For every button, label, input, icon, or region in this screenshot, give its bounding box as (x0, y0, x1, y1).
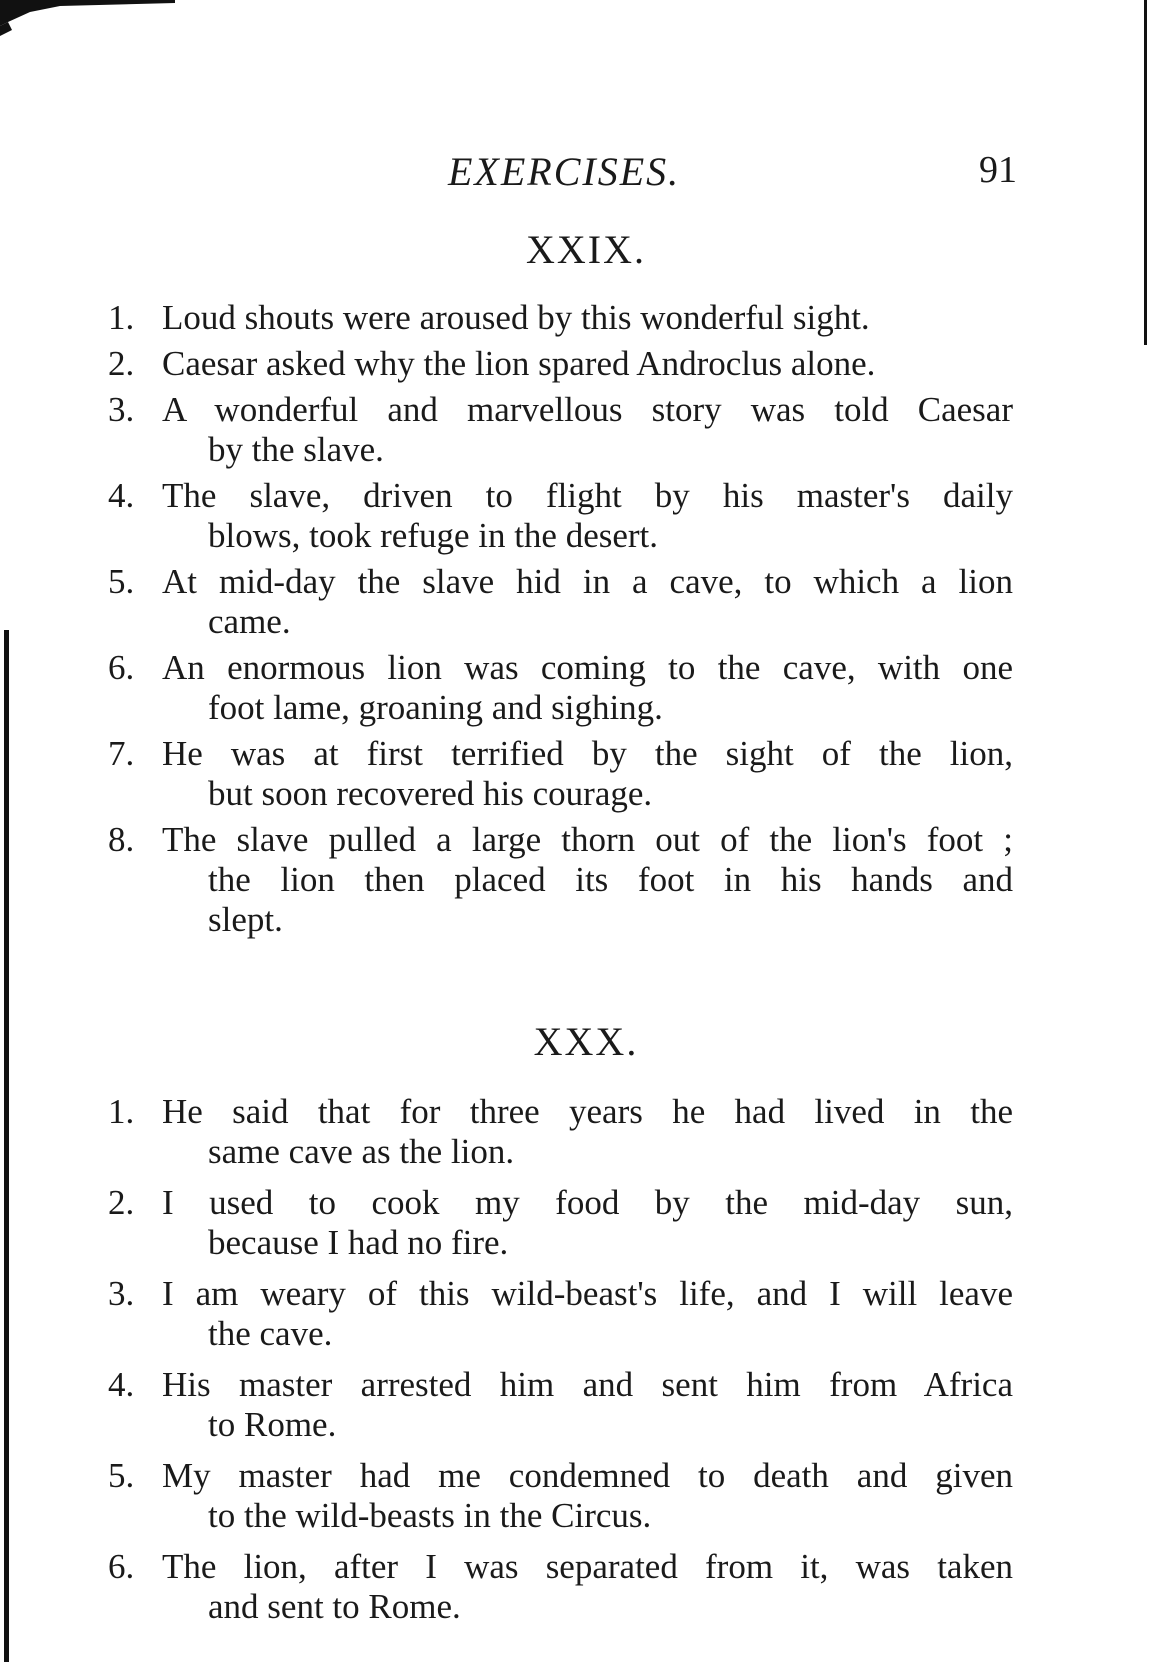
exercise-number: 4. (108, 1365, 135, 1404)
exercise-item (108, 1183, 1013, 1263)
exercise-line: The lion, after I was separated from it, was taken (162, 1547, 1013, 1586)
exercise-line: the cave. (208, 1314, 333, 1353)
section-heading-xxx: XXX. (533, 1019, 639, 1064)
exercise-item (108, 648, 1013, 728)
exercise-item (108, 562, 1013, 642)
exercise-line: My master had me condemned to death and given (162, 1456, 1013, 1495)
exercise-line: I used to cook my food by the mid-day sun, (162, 1183, 1013, 1222)
exercise-number: 3. (108, 1274, 135, 1313)
exercise-number: 2. (108, 344, 135, 383)
exercise-number: 5. (108, 562, 135, 601)
exercise-line: and sent to Rome. (208, 1587, 461, 1626)
exercise-line: A wonderful and marvellous story was told Caesar (162, 390, 1013, 429)
scan-edge-mark (0, 0, 175, 40)
exercise-number: 4. (108, 476, 135, 515)
exercise-line: An enormous lion was coming to the cave, with one (162, 648, 1013, 687)
exercise-line: At mid-day the slave hid in a cave, to which a lion (162, 562, 1013, 601)
exercise-number: 3. (108, 390, 135, 429)
running-head (0, 148, 1152, 198)
exercise-number: 7. (108, 734, 135, 773)
exercise-number: 5. (108, 1456, 135, 1495)
exercise-number: 8. (108, 820, 135, 859)
exercise-line: Caesar asked why the lion spared Androclus alone. (162, 344, 876, 383)
exercise-line: His master arrested him and sent him from Africa (162, 1365, 1013, 1404)
exercise-item (108, 1456, 1013, 1536)
page-edge-left (4, 630, 9, 1662)
exercise-number: 6. (108, 648, 135, 687)
exercise-line: The slave, driven to flight by his master's daily (162, 476, 1013, 515)
exercise-list-xxx (108, 1092, 1013, 1638)
exercise-item (108, 1365, 1013, 1445)
exercise-line: blows, took refuge in the desert. (208, 516, 659, 555)
exercise-line: to Rome. (208, 1405, 337, 1444)
exercise-line: because I had no fire. (208, 1223, 509, 1262)
page-number: 91 (979, 149, 1017, 191)
running-title: EXERCISES. (448, 149, 681, 194)
exercise-number: 1. (108, 298, 135, 337)
exercise-line: came. (208, 602, 291, 641)
exercise-line: slept. (208, 900, 283, 939)
exercise-number: 2. (108, 1183, 135, 1222)
exercise-item (108, 298, 1013, 338)
exercise-line: but soon recovered his courage. (208, 774, 653, 813)
exercise-line: to the wild-beasts in the Circus. (208, 1496, 652, 1535)
exercise-item (108, 1092, 1013, 1172)
exercise-line: He said that for three years he had lived in the (162, 1092, 1013, 1131)
exercise-line: He was at first terrified by the sight of the lion, (162, 734, 1013, 773)
section-heading-xxix: XXIX. (526, 227, 646, 272)
exercise-item (108, 390, 1013, 470)
exercise-line: the lion then placed its foot in his hands and (208, 860, 1013, 899)
exercise-line: same cave as the lion. (208, 1132, 515, 1171)
exercise-item (108, 344, 1013, 384)
exercise-number: 6. (108, 1547, 135, 1586)
exercise-item (108, 820, 1013, 940)
exercise-line: I am weary of this wild-beast's life, and I will leave (162, 1274, 1013, 1313)
exercise-number: 1. (108, 1092, 135, 1131)
exercise-list-xxix (108, 298, 1013, 946)
exercise-item (108, 734, 1013, 814)
exercise-item (108, 1547, 1013, 1627)
exercise-item (108, 1274, 1013, 1354)
exercise-item (108, 476, 1013, 556)
exercise-line: The slave pulled a large thorn out of the lion's foot ; (162, 820, 1013, 859)
exercise-line: foot lame, groaning and sighing. (208, 688, 663, 727)
exercise-line: by the slave. (208, 430, 384, 469)
exercise-line: Loud shouts were aroused by this wonderful sight. (162, 298, 870, 337)
